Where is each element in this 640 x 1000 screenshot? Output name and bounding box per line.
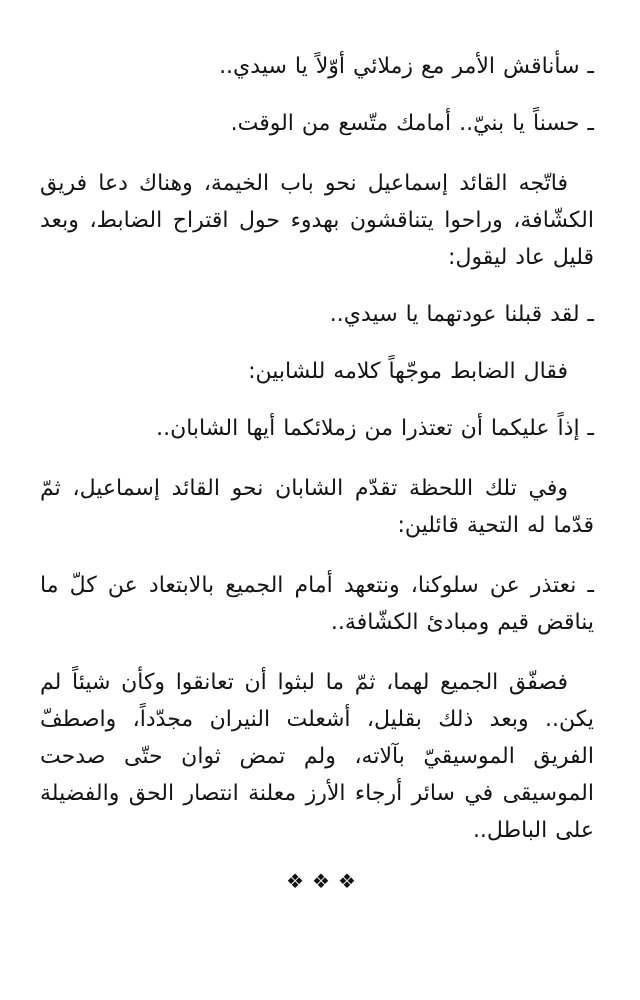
narrative-paragraph: فصفّق الجميع لهما، ثمّ ما لبثوا أن تعانقوا وكأن شيئاً لم يكن.. وبعد ذلك بقليل، أشعلت النيران مجدّداً، واصطفّ الفريق الموسيقيّ بآلاته، ولم تمض ثوان حتّى صدحت الموسيقى في سائر أرجاء الأرز معلنة انتصار الحق والفضيلة على الباطل..: [40, 670, 594, 843]
dialogue-line: ـ نعتذر عن سلوكنا، ونتعهد أمام الجميع بالابتعاد عن كلّ ما يناقض قيم ومبادئ الكشّافة..: [40, 573, 594, 635]
narrative-paragraph: وفي تلك اللحظة تقدّم الشابان نحو القائد إسماعيل، ثمّ قدّما له التحية قائلين:: [40, 476, 594, 538]
section-end-ornament: ❖❖❖: [286, 869, 364, 893]
narrative-paragraph: فقال الضابط موجّهاً كلامه للشابين:: [248, 359, 568, 384]
dialogue-line: ـ حسناً يا بنيّ.. أمامك متّسع من الوقت.: [230, 111, 594, 136]
dialogue-line: ـ إذاً عليكما أن تعتذرا من زملائكما أيها الشابان..: [156, 416, 594, 441]
narrative-paragraph: فاتّجه القائد إسماعيل نحو باب الخيمة، وهناك دعا فريق الكشّافة، وراحوا يتناقشون بهدوء حول اقتراح الضابط، وبعد قليل عاد ليقول:: [40, 171, 594, 270]
dialogue-line: ـ لقد قبلنا عودتهما يا سيدي..: [329, 302, 594, 327]
dialogue-line: ـ سأناقش الأمر مع زملائي أوّلاً يا سيدي..: [219, 54, 594, 79]
